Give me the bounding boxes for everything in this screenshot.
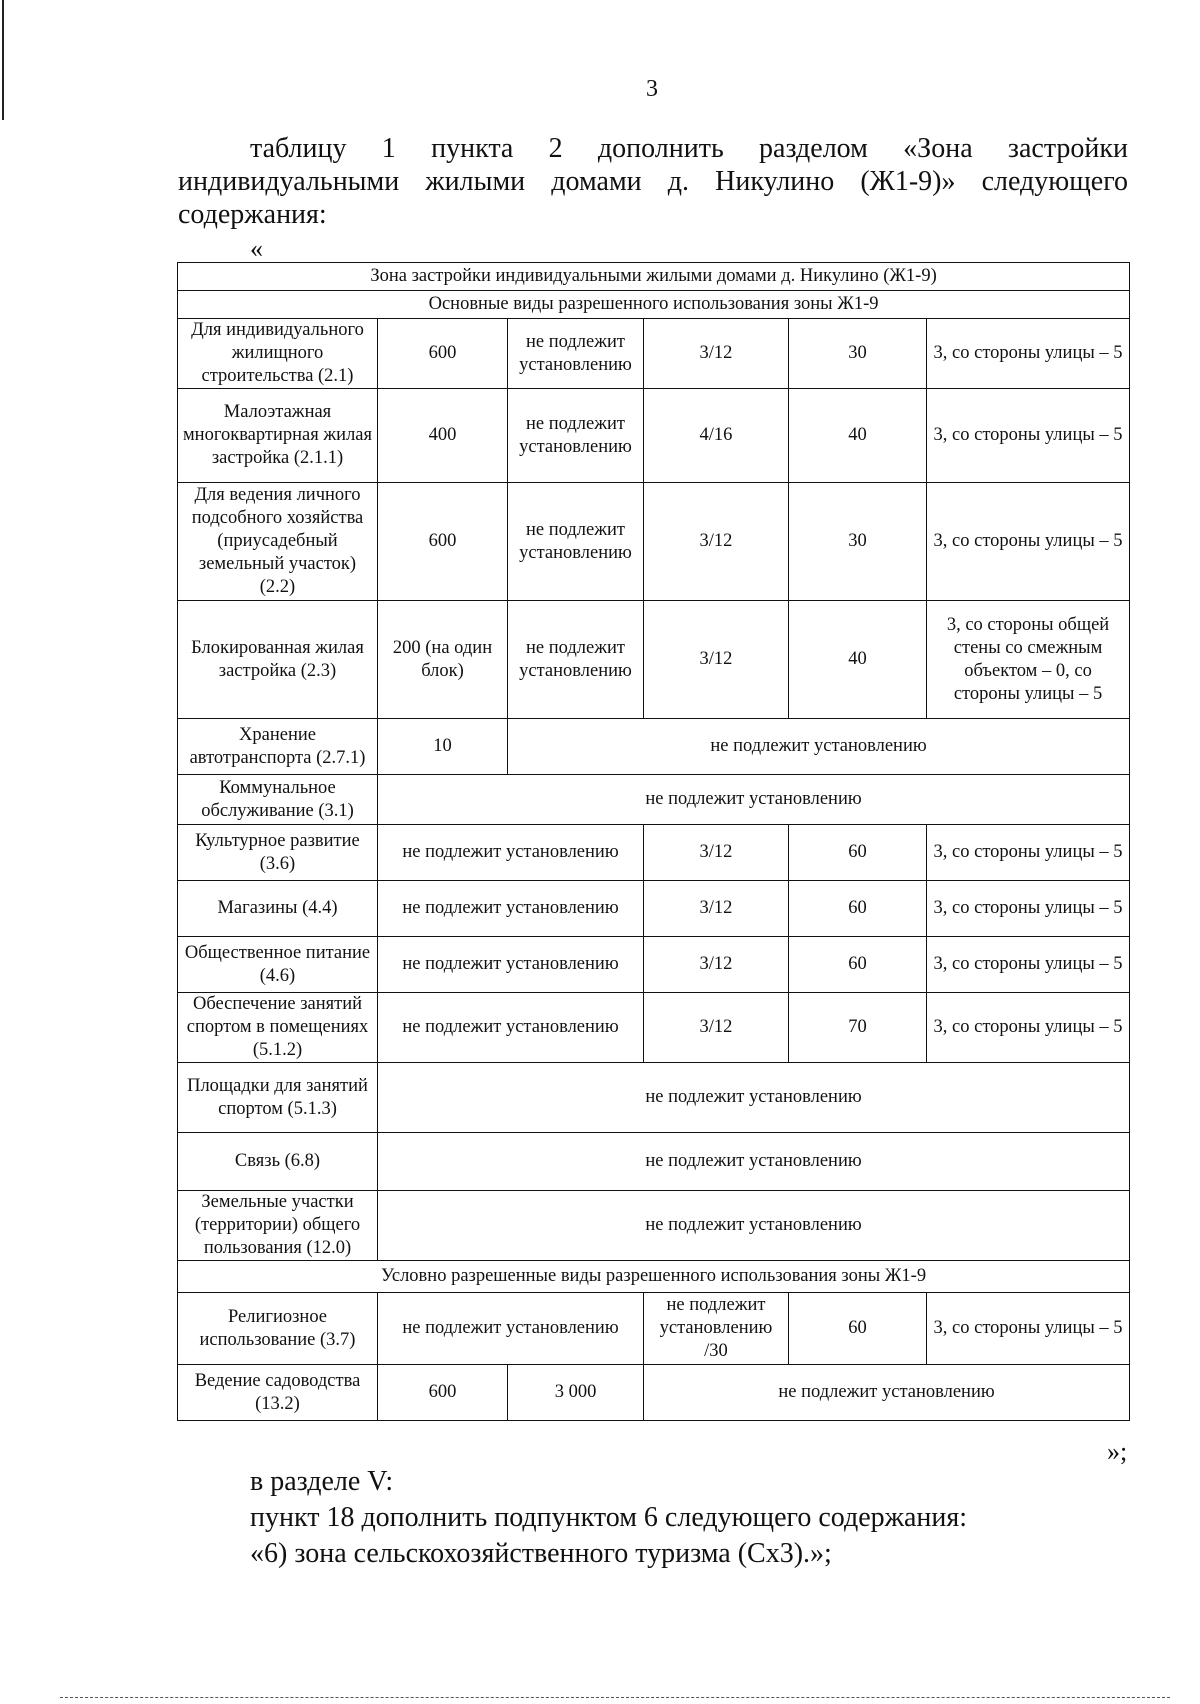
intro-line: индивидуальными жилыми домами д. Никулино (Ж1-9)» следующего	[178, 166, 1128, 197]
floors-height-cell: 3/12	[644, 825, 789, 881]
bottom-scan-rule	[60, 1697, 1170, 1699]
land-use-cell: Площадки для занятий спортом (5.1.3)	[178, 1063, 378, 1133]
zone-title-cell: Зона застройки индивидуальными жилыми домами д. Никулино (Ж1-9)	[178, 263, 1130, 291]
table-row	[178, 1133, 1130, 1191]
land-use-cell: Связь (6.8)	[178, 1133, 378, 1191]
coverage-cell: 60	[789, 937, 927, 993]
not-regulated-cell: не подлежит установлению	[378, 1133, 1130, 1191]
land-use-cell: Обеспечение занятий спортом в помещениях (5.1.2)	[178, 993, 378, 1063]
max-area-cell: не подлежит установлению	[508, 319, 644, 389]
min-area-cell: 600	[378, 319, 508, 389]
not-regulated-cell: не подлежит установлению	[378, 1191, 1130, 1261]
land-use-cell: Общественное питание (4.6)	[178, 937, 378, 993]
table-row	[178, 263, 1130, 291]
setback-cell: 3, со стороны улицы – 5	[927, 389, 1130, 483]
table-body	[178, 263, 1130, 1421]
setback-cell: 3, со стороны улицы – 5	[927, 1293, 1130, 1365]
land-use-cell: Ведение садоводства (13.2)	[178, 1365, 378, 1421]
min-area-cell: 200 (на один блок)	[378, 601, 508, 719]
table-row	[178, 1063, 1130, 1133]
not-regulated-cell: не подлежит установлению	[508, 719, 1130, 775]
amendment-line: пункт 18 дополнить подпунктом 6 следующего содержания:	[250, 1502, 968, 1533]
table-row	[178, 937, 1130, 993]
section-v-heading: в разделе V:	[250, 1466, 394, 1497]
max-area-cell: не подлежит установлению	[508, 483, 644, 601]
area-not-regulated-cell: не подлежит установлению	[378, 881, 644, 937]
not-regulated-cell: не подлежит установлению	[378, 1063, 1130, 1133]
min-area-cell: 10	[378, 719, 508, 775]
table-row	[178, 389, 1130, 483]
setback-cell: 3, со стороны улицы – 5	[927, 483, 1130, 601]
coverage-cell: 60	[789, 825, 927, 881]
table-row	[178, 291, 1130, 319]
page-number: 3	[646, 76, 658, 102]
land-use-cell: Коммунальное обслуживание (3.1)	[178, 775, 378, 825]
main-uses-header-cell: Основные виды разрешенного использования зоны Ж1-9	[178, 291, 1130, 319]
intro-line: таблицу 1 пункта 2 дополнить разделом «Зона застройки	[250, 133, 1128, 164]
coverage-cell: 60	[789, 881, 927, 937]
floors-height-cell: 3/12	[644, 601, 789, 719]
coverage-cell: 40	[789, 389, 927, 483]
coverage-cell: 30	[789, 483, 927, 601]
setback-cell: 3, со стороны улицы – 5	[927, 319, 1130, 389]
not-regulated-cell: не подлежит установлению	[378, 775, 1130, 825]
floors-height-cell: 3/12	[644, 319, 789, 389]
land-use-cell: Хранение автотранспорта (2.7.1)	[178, 719, 378, 775]
coverage-cell: 40	[789, 601, 927, 719]
table-row	[178, 1191, 1130, 1261]
closing-quote-mark: »;	[1107, 1437, 1128, 1466]
floors-height-cell: 3/12	[644, 483, 789, 601]
max-area-cell: не подлежит установлению	[508, 601, 644, 719]
land-use-cell: Малоэтажная многоквартирная жилая застройка (2.1.1)	[178, 389, 378, 483]
area-not-regulated-cell: не подлежит установлению	[378, 993, 644, 1063]
not-regulated-cell: не подлежит установлению	[644, 1365, 1130, 1421]
floors-height-cell: 3/12	[644, 937, 789, 993]
max-area-cell: 3 000	[508, 1365, 644, 1421]
setback-cell: 3, со стороны улицы – 5	[927, 825, 1130, 881]
table-row	[178, 825, 1130, 881]
floors-height-cell: 3/12	[644, 881, 789, 937]
min-area-cell: 600	[378, 483, 508, 601]
table-row	[178, 1293, 1130, 1365]
table-row	[178, 775, 1130, 825]
floors-height-cell: 3/12	[644, 993, 789, 1063]
area-not-regulated-cell: не подлежит установлению	[378, 825, 644, 881]
floors-height-cell: 4/16	[644, 389, 789, 483]
table-row	[178, 993, 1130, 1063]
land-use-cell: Земельные участки (территории) общего пользования (12.0)	[178, 1191, 378, 1261]
setback-cell: 3, со стороны улицы – 5	[927, 881, 1130, 937]
land-use-cell: Блокированная жилая застройка (2.3)	[178, 601, 378, 719]
setback-cell: 3, со стороны улицы – 5	[927, 937, 1130, 993]
area-not-regulated-cell: не подлежит установлению	[378, 1293, 644, 1365]
opening-quote-mark: «	[250, 234, 263, 263]
table-row	[178, 483, 1130, 601]
land-use-cell: Для ведения личного подсобного хозяйства (приусадебный земельный участок) (2.2)	[178, 483, 378, 601]
setback-cell: 3, со стороны улицы – 5	[927, 993, 1130, 1063]
amendment-line: «6) зона сельскохозяйственного туризма (Сх3).»;	[250, 1538, 832, 1569]
table-row	[178, 601, 1130, 719]
land-use-cell: Магазины (4.4)	[178, 881, 378, 937]
coverage-cell: 30	[789, 319, 927, 389]
land-use-cell: Культурное развитие (3.6)	[178, 825, 378, 881]
max-area-cell: не подлежит установлению	[508, 389, 644, 483]
coverage-cell: 60	[789, 1293, 927, 1365]
min-area-cell: 400	[378, 389, 508, 483]
setback-cell: 3, со стороны общей стены со смежным объектом – 0, со стороны улицы – 5	[927, 601, 1130, 719]
table-row	[178, 719, 1130, 775]
table-row	[178, 1261, 1130, 1293]
coverage-cell: 70	[789, 993, 927, 1063]
conditional-uses-header-cell: Условно разрешенные виды разрешенного использования зоны Ж1-9	[178, 1261, 1130, 1293]
table-row	[178, 881, 1130, 937]
table-row	[178, 1365, 1130, 1421]
zoning-regulations-table	[177, 262, 1130, 1421]
land-use-cell: Религиозное использование (3.7)	[178, 1293, 378, 1365]
min-area-cell: 600	[378, 1365, 508, 1421]
intro-paragraph	[178, 132, 1128, 231]
intro-line: содержания:	[178, 199, 327, 230]
land-use-cell: Для индивидуального жилищного строительства (2.1)	[178, 319, 378, 389]
table-row	[178, 319, 1130, 389]
floors-height-cell: не подлежит установлению /30	[644, 1293, 789, 1365]
area-not-regulated-cell: не подлежит установлению	[378, 937, 644, 993]
